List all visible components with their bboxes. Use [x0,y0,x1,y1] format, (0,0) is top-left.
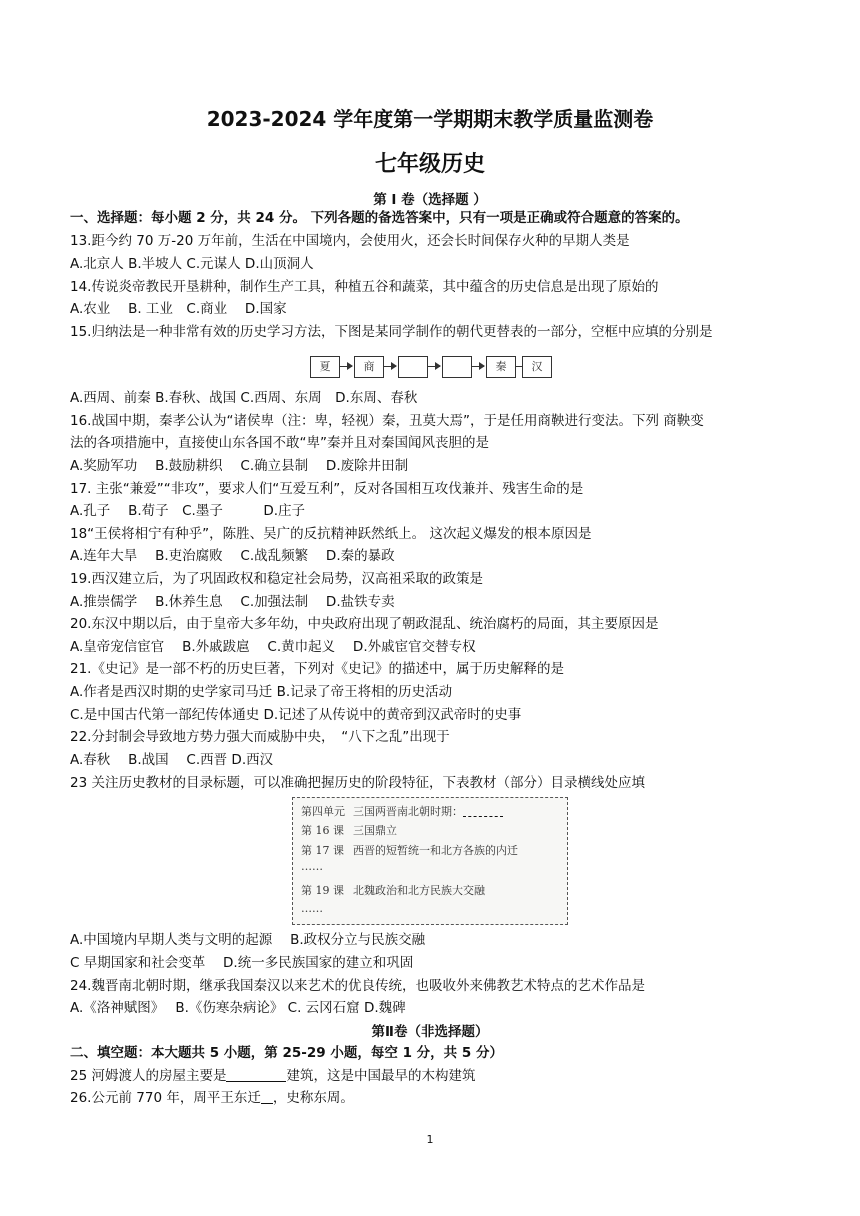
q25-answer-blank[interactable] [226,1067,286,1082]
textbook-toc-image [292,797,568,925]
exam-subtitle: 七年级历史 [374,152,485,177]
flow-arrow [472,366,484,367]
q14-stem: 14.传说炎帝教民开垦耕种，制作生产工具，种植五谷和蔬菜，其中蕴含的历史信息是出现了原始的 [70,279,659,295]
flow-arrow [384,366,396,367]
flow-arrow [340,366,352,367]
q16-stem-line1: 16.战国中期，秦孝公认为“诸侯卑（注：卑，轻视）秦，丑莫大焉”，于是任用商鞅进行变法。下列 商鞅变 [70,413,704,429]
toc-lesson: 第四单元 [301,805,345,818]
toc-row [301,822,397,838]
q16-stem-line2: 法的各项措施中，直接使山东各国不敢“卑”秦并且对秦国闻风丧胆的是 [70,435,489,451]
q23-options-line2: C 早期国家和社会变革 D.统一多民族国家的建立和巩固 [70,955,414,971]
q19-stem: 19.西汉建立后，为了巩固政权和稳定社会局势，汉高祖采取的政策是 [70,571,483,587]
q19-options: A.推崇儒学 B.休养生息 C.加强法制 D.盐铁专卖 [70,594,395,610]
q24-stem: 24.魏晋南北朝时期，继承我国秦汉以来艺术的优良传统，也吸收外来佛教艺术特点的艺术作品是 [70,978,645,994]
flow-box: 汉 [522,356,552,378]
q15-stem: 15.归纳法是一种非常有效的历史学习方法，下图是某同学制作的朝代更替表的一部分，空框中应填的分别是 [70,324,713,340]
toc-blank [463,802,503,817]
q26-text-before: 26.公元前 770 年，周平王东迁 [70,1090,261,1106]
flow-box-empty [442,356,472,378]
q14-options: A.农业 B. 工业 C.商业 D.国家 [70,301,287,317]
toc-lesson: 第 19 课 [301,884,344,897]
flow-box: 商 [354,356,384,378]
q23-stem: 23 关注历史教材的目录标题，可以准确把握历史的阶段特征，下表教材（部分）目录横线处应填 [70,775,645,791]
q17-options: A.孔子 B.荀子 C.墨子 D.庄子 [70,503,306,519]
q25-line [70,1066,830,1086]
toc-title: 三国两晋南北朝时期： [353,805,463,818]
part2-heading: 第Ⅱ卷（非选择题） [371,1024,489,1040]
exam-title: 2023-2024 学年度第一学期期末教学质量监测卷 [206,107,654,131]
q26-text-after: ，史称东周。 [272,1090,354,1106]
toc-title: 三国鼎立 [353,824,397,837]
q25-text-after: 建筑，这是中国最早的木构建筑 [286,1068,476,1084]
q21-options-line2: C.是中国古代第一部纪传体通史 D.记述了从传说中的黄帝到汉武帝时的史事 [70,707,522,723]
q25-text-before: 25 河姆渡人的房屋主要是 [70,1068,227,1084]
toc-row [301,802,503,819]
q22-stem: 22.分封制会导致地方势力强大而威胁中央， “八下之乱”出现于 [70,729,450,745]
part1-instruction: 一、选择题：每小题 2 分，共 24 分。 下列各题的备选答案中，只有一项是正确或符合题意的答案的。 [70,210,689,226]
q18-options: A.连年大旱 B.吏治腐败 C.战乱频繁 D.秦的暴政 [70,548,395,564]
q24-options: A.《洛神赋图》 B.《伤寒杂病论》 C. 云冈石窟 D.魏碑 [70,1000,406,1016]
toc-title: 北魏政治和北方民族大交融 [353,884,485,897]
q17-stem: 17. 主张“兼爱”“非攻”，要求人们“互爱互利”，反对各国相互攻伐兼并、残害生命的是 [70,481,584,497]
q21-stem: 21.《史记》是一部不朽的历史巨著，下列对《史记》的描述中，属于历史解释的是 [70,661,564,677]
q13-options: A.北京人 B.半坡人 C.元谋人 D.山顶洞人 [70,256,314,272]
q13-stem: 13.距今约 70 万-20 万年前，生活在中国境内，会使用火，还会长时间保存火种的早期人类是 [70,233,630,249]
flow-arrow [428,366,440,367]
q26-line [70,1088,830,1108]
page-number: 1 [426,1133,434,1146]
q21-options-line1: A.作者是西汉时期的史学家司马迁 B.记录了帝王将相的历史活动 [70,684,453,700]
toc-title: 西晋的短暂统一和北方各族的内迁 [353,844,518,857]
flow-box: 夏 [310,356,340,378]
q15-options: A.西周、前秦 B.春秋、战国 C.西周、东周 D.东周、春秋 [70,390,418,406]
toc-lesson: …… [301,860,323,873]
toc-row [301,842,518,858]
toc-lesson: …… [301,902,323,915]
q23-options-line1: A.中国境内早期人类与文明的起源 B.政权分立与民族交融 [70,932,426,948]
q22-options: A.春秋 B.战国 C.西晋 D.西汉 [70,752,274,768]
toc-lesson: 第 17 课 [301,844,344,857]
part1-heading: 第 I 卷（选择题 ） [373,192,487,208]
flow-box-empty [398,356,428,378]
toc-row [301,882,485,898]
q20-stem: 20.东汉中期以后，由于皇帝大多年幼，中央政府出现了朝政混乱、统治腐朽的局面，其主要原因是 [70,616,659,632]
toc-row [301,860,353,873]
q18-stem: 18“王侯将相宁有种乎”，陈胜、吴广的反抗精神跃然纸上。 这次起义爆发的根本原因是 [70,526,592,542]
dynasty-flow-chart [310,354,550,380]
toc-lesson: 第 16 课 [301,824,344,837]
part2-instruction: 二、填空题：本大题共 5 小题，第 25-29 小题，每空 1 分，共 5 分） [70,1045,503,1061]
flow-box: 秦 [486,356,516,378]
q26-answer-blank[interactable] [261,1089,273,1104]
q16-options: A.奖励军功 B.鼓励耕织 C.确立县制 D.废除井田制 [70,458,409,474]
q20-options: A.皇帝宠信宦官 B.外戚跋扈 C.黄巾起义 D.外戚宦官交替专权 [70,639,476,655]
toc-row [301,902,353,915]
